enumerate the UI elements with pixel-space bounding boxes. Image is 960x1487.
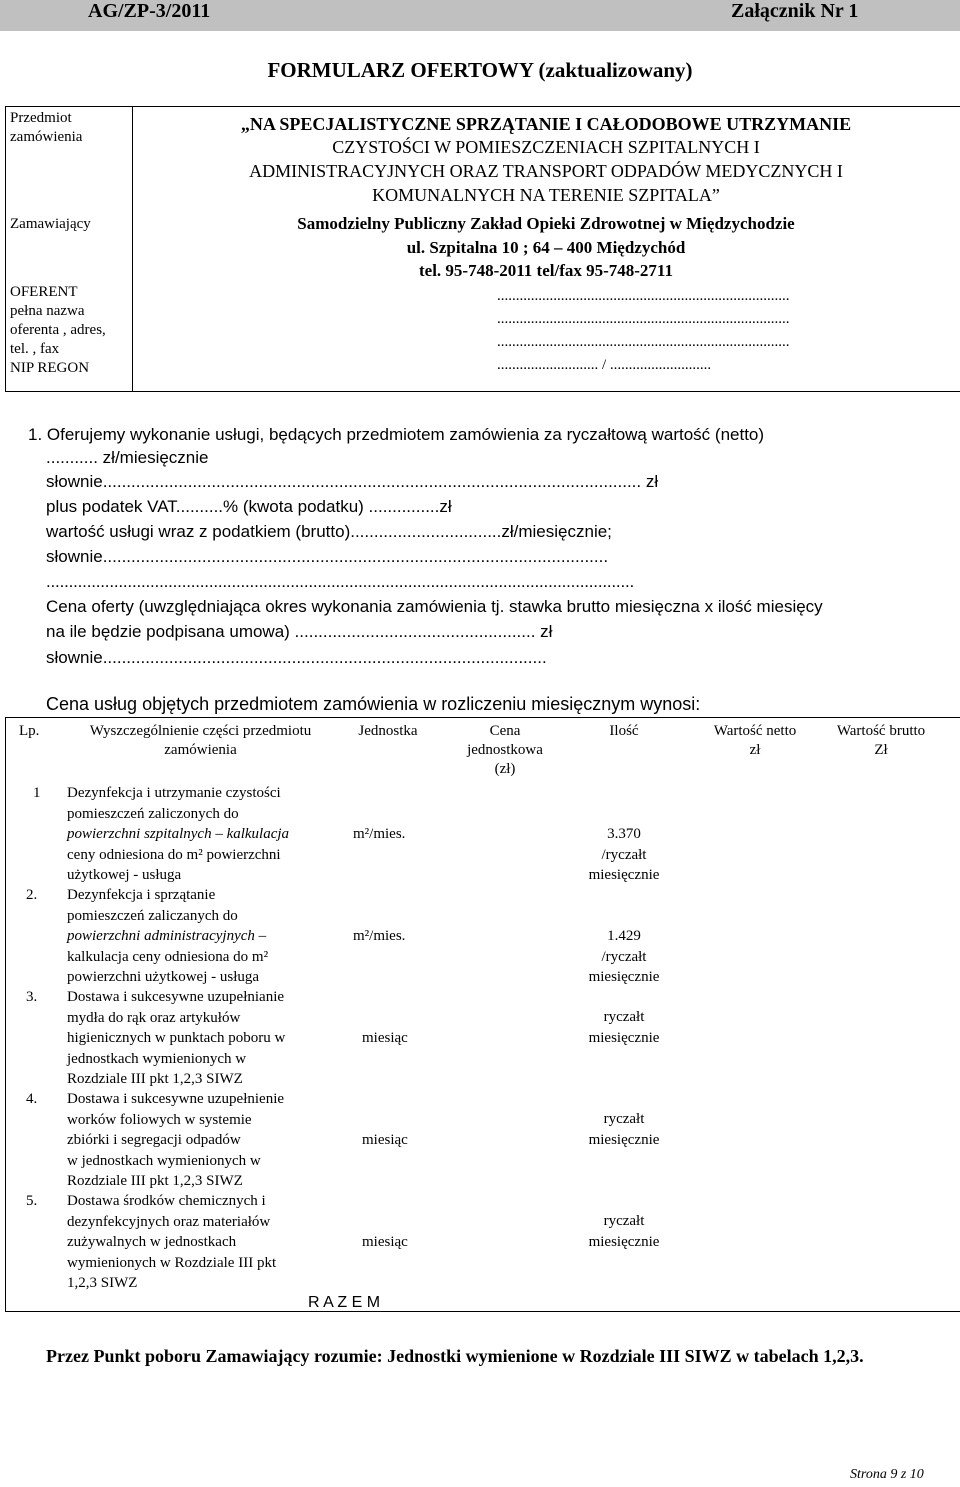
col-header-unit: Jednostka <box>358 723 418 739</box>
row-3-quantity: ryczałt miesięcznie <box>588 1009 660 1046</box>
row-2-quantity: 1.429 /ryczałt miesięcznie <box>588 928 660 985</box>
row-3-unit: miesiąc <box>362 1030 408 1046</box>
row-5-unit: miesiąc <box>362 1234 408 1250</box>
info-box-divider <box>132 107 133 391</box>
offerer-label: OFERENT pełna nazwa oferenta , adres, tel. , fax NIP REGON <box>10 284 106 376</box>
form-title: FORMULARZ OFERTOWY (zaktualizowany) <box>267 58 693 82</box>
row-2-description: Dezynfekcja i sprzątanie pomieszczeń zaliczanych do powierzchni administracyjnych – kalkulacja ceny odniesiona do m² powierzchni użytkowej - usługa <box>67 887 269 985</box>
offer-line-2: ........... zł/miesięcznie <box>46 448 209 467</box>
subject-label: Przedmiot zamówienia <box>10 110 83 145</box>
offerer-phone-field: .............................................................................. <box>497 334 790 350</box>
row-5-description: Dostawa środków chemicznych i dezynfekcyjnych oraz materiałów zużywalnych w jednostkach wymienionych w Rozdziale III pkt 1,2,3 SIWZ <box>67 1193 277 1291</box>
subject-line-1: „NA SPECJALISTYCZNE SPRZĄTANIE I CAŁODOBOWE UTRZYMANIE <box>240 114 852 134</box>
subject-line-4: KOMUNALNYCH NA TERENIE SZPITALA” <box>372 185 720 205</box>
row-2-lp: 2. <box>26 887 38 903</box>
total-row-label: R A Z E M <box>308 1294 381 1311</box>
offer-line-3: słownie.................................................................................................................. zł <box>46 472 659 491</box>
row-1-description: Dezynfekcja i utrzymanie czystości pomieszczeń zaliczonych do powierzchni szpitalnych – kalkulacja ceny odniesiona do m² powierzchni użytkowej - usługa <box>67 785 290 883</box>
col-header-quantity: Ilość <box>609 723 639 739</box>
offer-line-9: na ile będzie podpisana umowa) ................................................... zł <box>46 622 553 641</box>
offer-line-6: słownie........................................................................................................... <box>46 547 609 566</box>
ordering-party-label: Zamawiający <box>10 216 91 232</box>
row-3-description: Dostawa i sukcesywne uzupełnianie mydła do rąk oraz artykułów higienicznych w punktach poboru w jednostkach wymienionych w Rozdziale III pkt 1,2,3 SIWZ <box>67 989 286 1087</box>
offer-line-1: 1. Oferujemy wykonanie usługi, będących przedmiotem zamówienia za ryczałtową wartość (netto) <box>28 425 765 444</box>
row-5-quantity: ryczałt miesięcznie <box>588 1213 660 1250</box>
row-1-lp: 1 <box>33 785 41 801</box>
offer-line-4: plus podatek VAT..........% (kwota podatku) ...............zł <box>46 497 452 516</box>
row-2-unit: m²/mies. <box>353 928 406 944</box>
offer-line-10: słownie.............................................................................................. <box>46 648 547 667</box>
ordering-party-address: ul. Szpitalna 10 ; 64 – 400 Międzychód <box>406 238 686 257</box>
offer-line-7: .................................................................................................................................. <box>46 572 635 591</box>
offer-line-5: wartość usługi wraz z podatkiem (brutto)................................zł/miesięcznie; <box>46 522 612 541</box>
col-header-unit-price: Cena jednostkowa (zł) <box>467 723 543 777</box>
row-1-unit: m²/mies. <box>353 826 406 842</box>
offerer-nip-regon-field: ........................... / ........................... <box>497 357 712 373</box>
offerer-address-field: .............................................................................. <box>497 311 790 327</box>
footnote: Przez Punkt poboru Zamawiający rozumie: Jednostki wymienione w Rozdziale III SIWZ w tabelach 1,2,3. <box>46 1346 864 1366</box>
document-reference: AG/ZP-3/2011 <box>88 0 211 22</box>
subject-line-2: CZYSTOŚCI W POMIESZCZENIACH SZPITALNYCH I <box>332 137 760 157</box>
subject-line-3: ADMINISTRACYJNYCH ORAZ TRANSPORT ODPADÓW MEDYCZNYCH I <box>249 161 843 181</box>
col-header-lp: Lp. <box>19 723 40 739</box>
ordering-party-name: Samodzielny Publiczny Zakład Opieki Zdrowotnej w Międzychodzie <box>297 214 795 233</box>
attachment-label: Załącznik Nr 1 <box>731 0 859 22</box>
offer-line-8: Cena oferty (uwzględniająca okres wykonania zamówienia tj. stawka brutto miesięczna x ilość miesięcy <box>46 597 823 616</box>
col-header-item: Wyszczególnienie części przedmiotu zamówienia <box>89 723 312 758</box>
col-header-net-value: Wartość netto zł <box>713 723 797 758</box>
row-5-lp: 5. <box>26 1193 38 1209</box>
row-4-lp: 4. <box>26 1091 38 1107</box>
row-4-unit: miesiąc <box>362 1132 408 1148</box>
ordering-party-phone: tel. 95-748-2011 tel/fax 95-748-2711 <box>418 261 673 280</box>
col-header-gross-value: Wartość brutto Zł <box>836 723 926 758</box>
row-4-description: Dostawa i sukcesywne uzupełnienie worków foliowych w systemie zbiórki i segregacji odpadów w jednostkach wymienionych w Rozdziale III pkt 1,2,3 SIWZ <box>67 1091 285 1189</box>
row-4-quantity: ryczałt miesięcznie <box>588 1111 660 1148</box>
row-1-quantity: 3.370 /ryczałt miesięcznie <box>588 826 660 883</box>
offer-line-11: Cena usług objętych przedmiotem zamówienia w rozliczeniu miesięcznym wynosi: <box>46 694 701 714</box>
page-number: Strona 9 z 10 <box>850 1467 924 1482</box>
row-3-lp: 3. <box>26 989 38 1005</box>
offerer-name-field: .............................................................................. <box>497 288 790 304</box>
